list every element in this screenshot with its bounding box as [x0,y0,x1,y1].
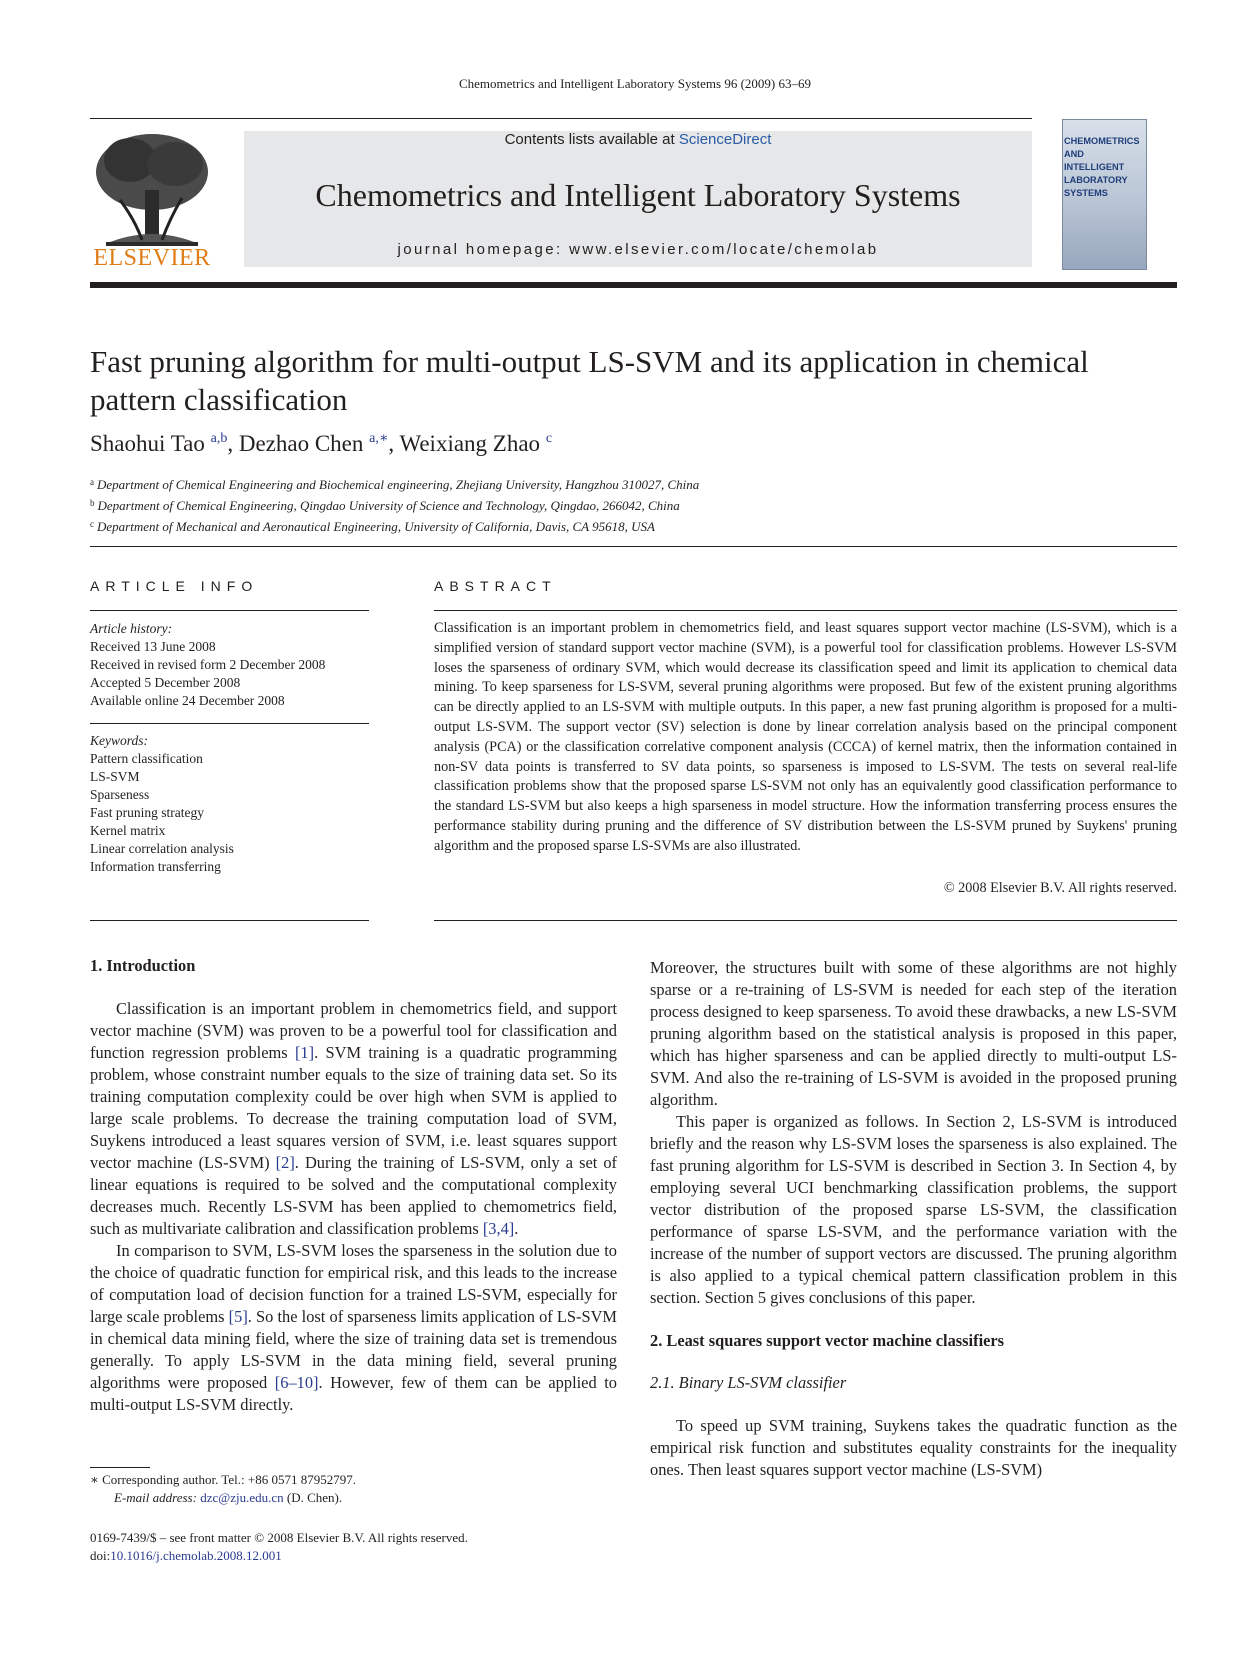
doi-link[interactable]: 10.1016/j.chemolab.2008.12.001 [110,1548,282,1563]
article-info-rule [90,610,369,611]
affiliation-item [90,515,699,536]
cover-line: CHEMOMETRICS [1064,136,1140,146]
author-affil-sup[interactable]: a,∗ [369,431,389,446]
citation-link[interactable]: [2] [275,1153,295,1172]
affiliation-text: Department of Chemical Engineering, Qingdao University of Science and Technology, Qingdao, 266042, China [97,498,680,513]
doi-label: doi: [90,1548,111,1563]
keywords [90,732,369,876]
subsection-heading: 2.1. Binary LS-SVM classifier [650,1373,847,1392]
paragraph-text: . [514,1219,519,1238]
history-item: Available online 24 December 2008 [90,693,285,708]
body-right-column [650,957,1177,1481]
journal-homepage[interactable]: journal homepage: www.elsevier.com/locate/chemolab [397,241,879,258]
keyword-item: Pattern classification [90,751,203,766]
paragraph-text: . SVM training is a quadratic programming problem, whose constraint number equals to the size of training data set. So its training computation complexity could be over high when SVM is applied to large scale problems. To decrease the training computation load of SVM, Suykens introduced a least squares version of SVM, i.e. least squares support vector machine (LS-SVM) [90,1043,617,1172]
affiliation-text: Department of Mechanical and Aeronautical Engineering, University of California, Davis, CA 95618, USA [97,519,655,534]
paragraph: Moreover, the structures built with some of these algorithms are not highly sparse or a re-training of LS-SVM is needed for each step of the iteration process designed to keep sparseness. To avoid these drawbacks, a new LS-SVM pruning algorithm based on the statistical analysis is proposed in this paper, which has higher sparseness and can be applied directly to multi-output LS-SVM. And also the re-training of LS-SVM is avoided in the proposed pruning algorithm. [650,958,1177,1109]
paragraph-text: Classification is an important problem in chemometrics field, and support vector machine (SVM) was proven to be a powerful tool for classification and function regression problems [90,999,617,1062]
paragraph: This paper is organized as follows. In Section 2, LS-SVM is introduced briefly and the reason why LS-SVM loses the sparseness is also explained. The fast pruning algorithm for LS-SVM is described in Section 3. In Section 4, by employing several UCI benchmarking classification problems, the support vector distribution of the proposed sparse LS-SVM, the classification performance of sparse LS-SVM, and the performance variation with the increase of the number of support vectors are discussed. The pruning algorithm is also applied to a typical chemical pattern classification problem in this section. Section 5 gives conclusions of this paper. [650,1112,1177,1307]
email-label: E-mail address: [114,1490,201,1505]
header-rule [90,118,1032,119]
affiliation-sup: b [90,498,95,508]
keyword-item: Information transferring [90,859,221,874]
elsevier-wordmark: ELSEVIER [93,245,211,271]
keyword-item: Fast pruning strategy [90,805,204,820]
affiliation-item [90,494,699,515]
contents-line [244,131,1032,148]
footnote-star: ∗ [90,1472,99,1487]
paragraph-text: In comparison to SVM, LS-SVM loses the sparseness in the solution due to the choice of quadratic function for empirical risk, and this leads to the increase of computation load of decision function for a trained LS-SVM, especially for large scale problems [90,1241,617,1326]
body-left-column [90,955,617,1416]
paragraph-text: . However, few of them can be applied to multi-output LS-SVM directly. [90,1373,617,1414]
abstract-heading: ABSTRACT [434,578,557,594]
doi-line [90,1547,468,1565]
contents-prefix: Contents lists available at [504,131,679,148]
keyword-item: Sparseness [90,787,150,802]
email-suffix: (D. Chen). [283,1490,343,1505]
author-separator: , [227,431,239,456]
author-name: Shaohui Tao [90,431,205,456]
keyword-item: Linear correlation analysis [90,841,234,856]
footnote-email [114,1489,342,1507]
sciencedirect-link[interactable]: ScienceDirect [678,131,772,148]
section-divider [90,546,1177,547]
author-name: Dezhao Chen [238,431,364,456]
abstract-text: Classification is an important problem in chemometrics field, and least squares support vector machine (LS-SVM), which is a simplified version of standard support vector machine (SVM), is a powerful tool for classification problems. However LS-SVM loses the sparseness of ordinary SVM, which would decrease its classification speed and limit its application to chemical data mining. To keep sparseness for LS-SVM, several pruning algorithms were proposed. But few of the existent pruning algorithms can be directly applied to an LS-SVM with multiple outputs. In this paper, a new fast pruning algorithm is proposed for a multi-output LS-SVM. The support vector (SV) selection is done by linear correlation analysis based on the principal component analysis (PCA) or the classification correlative component analysis (CCCA) of kernel matrix, then the information contained in non-SV data points is transferred to SV data points, so sparseness is imposed to LS-SVM. The tests on several real-life classification problems show that the proposed sparse LS-SVM not only has an equivalently good classification performance to the standard LS-SVM but also keeps a high sparseness in model structure. How the information transferring process ensures the performance stability during pruning and the difference of SV distribution between the LS-SVM pruned by Suykens' pruning algorithm and the proposed sparse LS-SVMs are also illustrated. [434,620,1177,854]
citation-link[interactable]: [1] [294,1043,315,1062]
running-head: Chemometrics and Intelligent Laboratory Systems 96 (2009) 63–69 [458,76,811,91]
article-info-rule [90,723,369,724]
paragraph: To speed up SVM training, Suykens takes the quadratic function as the empirical risk function and substitutes equality constraints for the inequality ones. Then least squares support vector machine (LS-SVM) [650,1416,1177,1479]
history-item: Accepted 5 December 2008 [90,675,241,690]
keyword-item: LS-SVM [90,769,140,784]
journal-title: Chemometrics and Intelligent Laboratory Systems [315,177,961,213]
history-item: Received 13 June 2008 [90,639,216,654]
section-heading: 2. Least squares support vector machine classifiers [650,1331,1005,1350]
history-label: Article history: [90,621,173,636]
paragraph [90,1240,617,1416]
affiliations [90,473,699,536]
article-info-heading: ARTICLE INFO [90,578,259,594]
article-title: Fast pruning algorithm for multi-output LS-SVM and its application in chemical pattern classification [90,344,1089,417]
front-matter [90,1529,468,1565]
cover-line: AND INTELLIGENT [1064,149,1125,172]
affiliation-sup: a [90,477,94,487]
affiliation-text: Department of Chemical Engineering and Biochemical engineering, Zhejiang University, Hangzhou 310027, China [97,477,700,492]
abstract-copyright: © 2008 Elsevier B.V. All rights reserved. [943,880,1177,896]
cover-line: LABORATORY [1064,175,1128,185]
header-thick-rule [90,282,1177,288]
section-heading: 1. Introduction [90,956,196,975]
journal-cover-title [1064,135,1144,200]
history-item: Received in revised form 2 December 2008 [90,657,326,672]
author-affil-sup[interactable]: a,b [210,431,228,446]
keywords-label: Keywords: [90,733,148,748]
abstract-rule [434,920,1177,921]
author-separator: , [388,431,400,456]
citation-link[interactable]: [3,4] [482,1219,515,1238]
paragraph [90,998,617,1240]
citation-link[interactable]: [6–10] [274,1373,319,1392]
footnote-corresponding [90,1471,356,1489]
issn-line: 0169-7439/$ – see front matter © 2008 Elsevier B.V. All rights reserved. [90,1530,468,1545]
footnote-text: Corresponding author. Tel.: +86 0571 87952797. [102,1472,356,1487]
affiliation-item [90,473,699,494]
email-link[interactable]: dzc@zju.edu.cn [200,1490,284,1505]
abstract-rule [434,610,1177,611]
affiliation-sup: c [90,519,94,529]
keyword-item: Kernel matrix [90,823,166,838]
citation-link[interactable]: [5] [228,1307,248,1326]
cover-line: SYSTEMS [1064,188,1108,198]
author-name: Weixiang Zhao [399,431,541,456]
article-history [90,620,369,710]
author-list [90,430,552,457]
article-info-rule [90,920,369,921]
paragraph-text: . During the training of LS-SVM, only a set of linear equations is required to be solved and the computational complexity decreases much. Recently LS-SVM has been applied to chemometrics field, such as multivariate calibration and classification problems [90,1153,617,1238]
paragraph-text: . So the lost of sparseness limits application of LS-SVM in chemical data mining field, where the size of training data set is tremendous generally. To apply LS-SVM in the data mining field, several pruning algorithms were proposed [90,1307,618,1392]
footnote-rule [90,1467,150,1468]
author-affil-sup[interactable]: c [545,431,553,446]
